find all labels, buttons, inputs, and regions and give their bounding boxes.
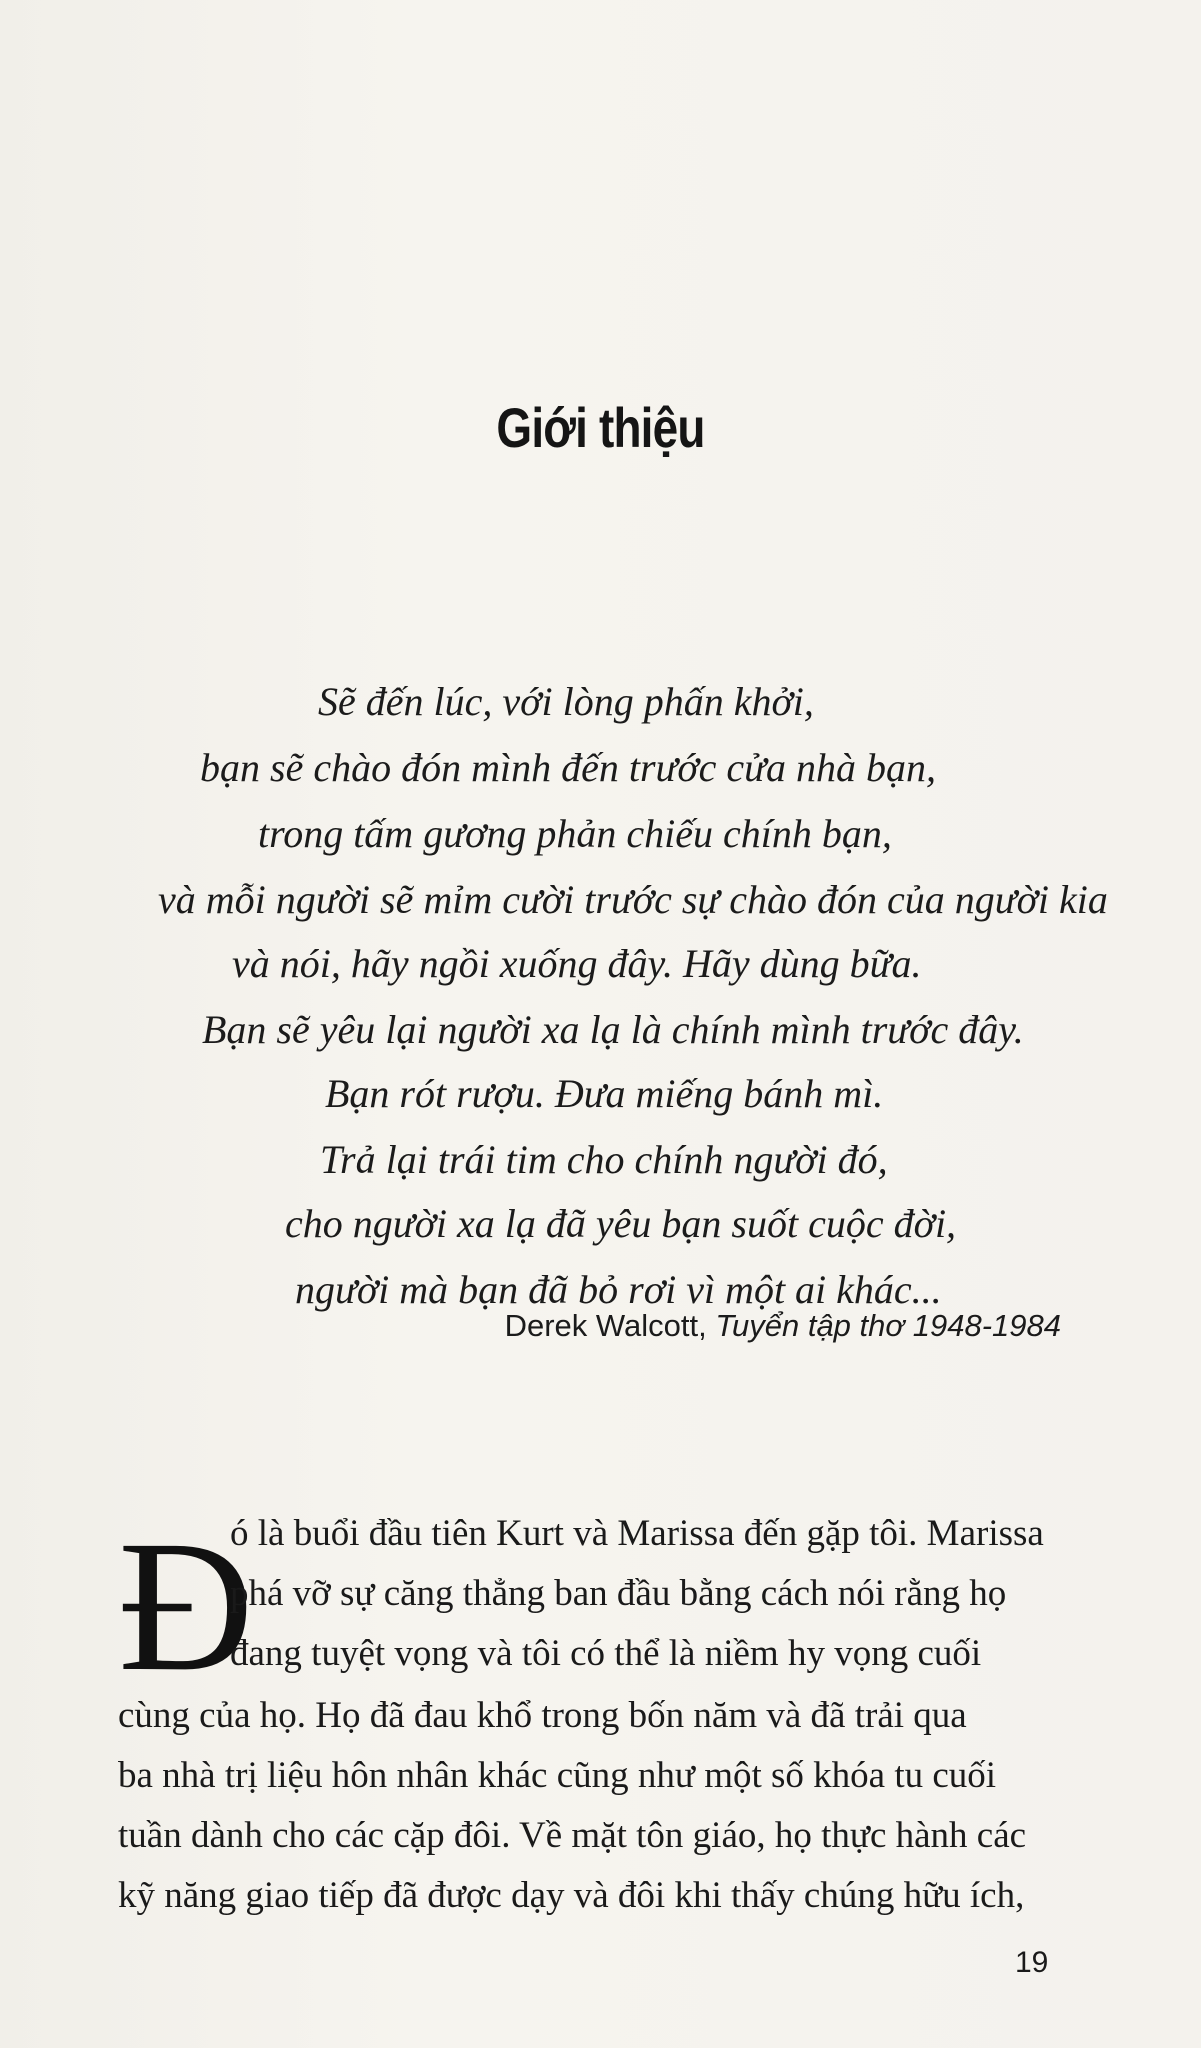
poem-line: trong tấm gương phản chiếu chính bạn, (258, 811, 892, 856)
attribution-author: Derek Walcott, (504, 1308, 707, 1343)
poem-line: Bạn rót rượu. Đưa miếng bánh mì. (325, 1071, 884, 1116)
body-line: tuần dành cho các cặp đôi. Về mặt tôn giáo, họ thực hành các (118, 1815, 1027, 1856)
body-line: kỹ năng giao tiếp đã được dạy và đôi khi thấy chúng hữu ích, (118, 1875, 1025, 1916)
poem-line: Sẽ đến lúc, với lòng phấn khởi, (318, 679, 814, 724)
poem-line: Bạn sẽ yêu lại người xa lạ là chính mình trước đây. (202, 1007, 1024, 1052)
poem-line: Trả lại trái tim cho chính người đó, (320, 1137, 888, 1182)
poem-line: người mà bạn đã bỏ rơi vì một ai khác... (295, 1267, 942, 1312)
drop-cap: Đ (118, 1501, 254, 1710)
poem-line: bạn sẽ chào đón mình đến trước cửa nhà bạn, (200, 745, 936, 790)
body-line: ó là buổi đầu tiên Kurt và Marissa đến gặp tôi. Marissa (230, 1513, 1044, 1554)
poem-line: và mỗi người sẽ mỉm cười trước sự chào đón của người kia (158, 877, 1108, 922)
attribution-work: Tuyển tập thơ 1948-1984 (715, 1308, 1061, 1343)
chapter-title: Giới thiệu (496, 396, 705, 459)
body-line: ba nhà trị liệu hôn nhân khác cũng như một số khóa tu cuối (118, 1755, 997, 1796)
page-number: 19 (1015, 1946, 1049, 1979)
poem-line: và nói, hãy ngồi xuống đây. Hãy dùng bữa. (232, 941, 922, 986)
epigraph-attribution (505, 1308, 1061, 1344)
body-line: cùng của họ. Họ đã đau khổ trong bốn năm và đã trải qua (118, 1695, 967, 1736)
poem-line: cho người xa lạ đã yêu bạn suốt cuộc đời, (285, 1201, 957, 1246)
body-line: đang tuyệt vọng và tôi có thể là niềm hy vọng cuối (230, 1633, 982, 1674)
body-line: phá vỡ sự căng thẳng ban đầu bằng cách nói rằng họ (230, 1573, 1007, 1614)
